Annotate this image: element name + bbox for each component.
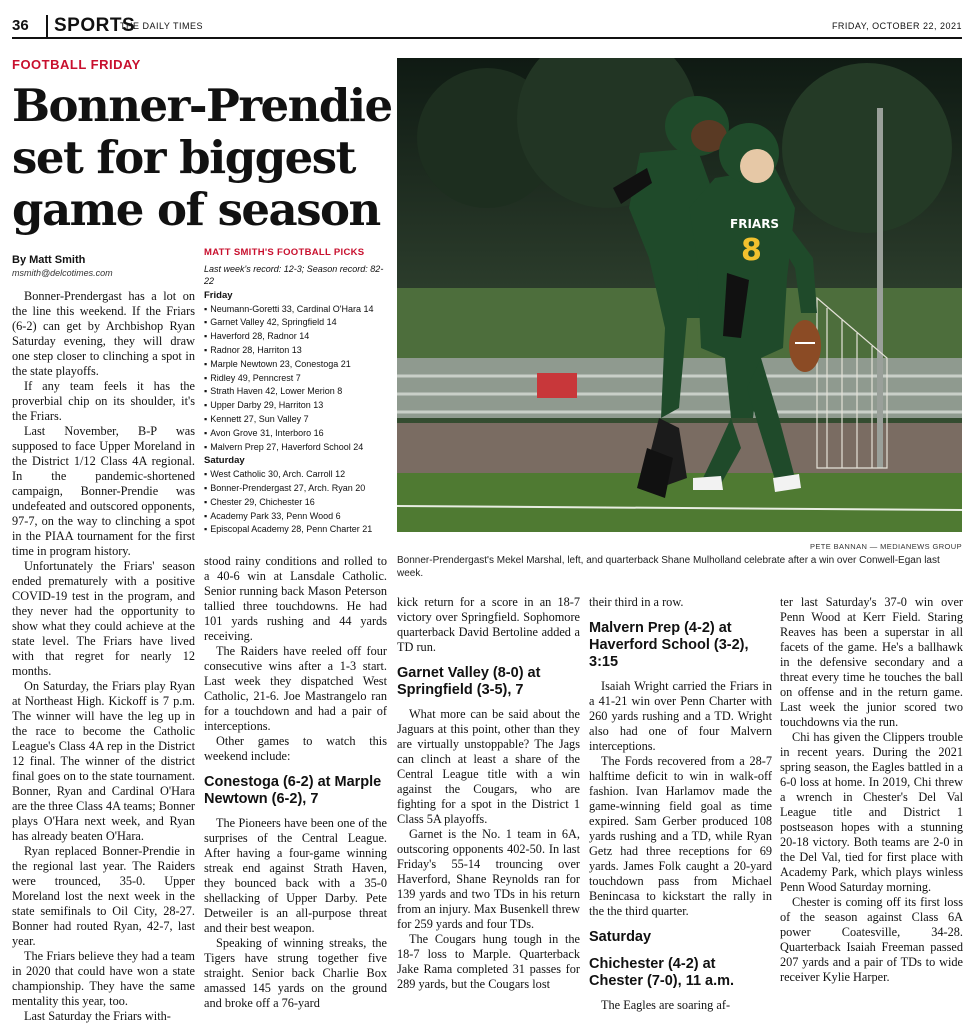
- paragraph: ter last Saturday's 37-0 win over Penn Wood at Kerr Field. Staring Reaves has been a superstar in all facets of the game. He's a ballhawk in the defensive secondary and a threat every time he touches the ball on offense and in the return game. Last week the junior scored two touchdowns via the run.: [780, 595, 963, 729]
- paragraph: kick return for a score in an 18-7 victory over Springfield. Sophomore quarterback David Bertoline added a TD run.: [397, 595, 580, 654]
- picks-friday-label: Friday: [204, 289, 233, 301]
- picks-friday-list: [204, 303, 390, 455]
- paragraph: The Cougars hung tough in the 18-7 loss to Marple. Quarterback Jake Rama completed 31 passes for 289 yards, but the Cougars lost: [397, 932, 580, 991]
- game-heading: Chichester (4-2) at Chester (7-0), 11 a.m.: [589, 956, 735, 989]
- pick-item: ▪ Chester 29, Chichester 16: [204, 496, 390, 510]
- paragraph: Chi has given the Clippers trouble in recent years. During the 2021 spring season, the Eagles battled in a 6-0 loss at home. In 2019, Chi threw a wrench in Chester's Del Val League title and District 1 postseason hopes with a stunning 20-18 victory. Both teams are 2-0 in the Del Val, tied for first place with Academy Park, which plays winless Penn Wood Saturday morning.: [780, 730, 963, 894]
- pick-item: ▪ West Catholic 30, Arch. Carroll 12: [204, 468, 390, 482]
- game-photo: [397, 58, 962, 532]
- paper-name: THE DAILY TIMES: [120, 21, 204, 31]
- paragraph: The Fords recovered from a 28-7 halftime deficit to win in walk-off fashion. Ivan Harlamov made the game-winning field goal as time expired. Sam Gerber produced 108 yards rushing and a TD, while Ryan Getz had three receptions for 69 yards. James Folk caught a 20-yard touchdown pass from Michael Benincasa to kickstart the rally in the the third quarter.: [589, 754, 772, 918]
- jersey-text: FRIARS: [730, 217, 780, 231]
- picks-saturday-list: [204, 468, 390, 537]
- paragraph: Bonner-Prendergast has a lot on the line this weekend. If the Friars (6-2) can get by Archbishop Ryan Saturday evening, they will draw one step closer to clinching a spot in the state playoffs.: [12, 289, 195, 378]
- article-column-3: [397, 595, 580, 992]
- page-number: 36: [12, 17, 29, 34]
- paragraph: If any team feels it has the proverbial chip on its shoulder, it's the Friars.: [12, 379, 195, 423]
- pick-item: ▪ Avon Grove 31, Interboro 16: [204, 427, 390, 441]
- game-heading: Conestoga (6-2) at Marple Newtown (6-2), 7: [204, 774, 382, 807]
- pick-item: ▪ Garnet Valley 42, Springfield 14: [204, 316, 390, 330]
- picks-record: Last week's record: 12-3; Season record: 82-22: [204, 263, 384, 287]
- pick-item: ▪ Marple Newtown 23, Conestoga 21: [204, 358, 390, 372]
- article-column-2: [204, 554, 387, 1011]
- author-email: msmith@delcotimes.com: [12, 268, 113, 278]
- pick-item: ▪ Kennett 27, Sun Valley 7: [204, 413, 390, 427]
- article-column-4: [589, 595, 772, 1013]
- pick-item: ▪ Episcopal Academy 28, Penn Charter 21: [204, 523, 390, 537]
- pick-item: ▪ Neumann-Goretti 33, Cardinal O'Hara 14: [204, 303, 390, 317]
- pick-item: ▪ Haverford 28, Radnor 14: [204, 330, 390, 344]
- paragraph: stood rainy conditions and rolled to a 40-6 win at Lansdale Catholic. Senior running back Mason Peterson tallied three touchdowns. He had 101 yards rushing and 44 yards receiving.: [204, 554, 387, 643]
- issue-date: FRIDAY, OCTOBER 22, 2021: [831, 21, 962, 31]
- pick-item: ▪ Strath Haven 42, Lower Merion 8: [204, 385, 390, 399]
- photo-caption: Bonner-Prendergast's Mekel Marshal, left, and quarterback Shane Mulholland celebrate after a win over Conwell-Egan last week.: [397, 555, 940, 579]
- picks-title: MATT SMITH'S FOOTBALL PICKS: [204, 247, 365, 258]
- pick-item: ▪ Radnor 28, Harriton 13: [204, 344, 390, 358]
- paragraph: Ryan replaced Bonner-Prendie in the regional last year. The Raiders were trounced, 35-0. Upper Moreland lost the next week in the state semifinals to Oil City, 28-27. Bonner had routed Ryan, 42-7, last year.: [12, 844, 195, 948]
- kicker: FOOTBALL FRIDAY: [12, 57, 141, 72]
- paragraph: The Eagles are soaring af-: [601, 998, 731, 1012]
- paragraph: The Friars believe they had a team in 2020 that could have won a state championship. They have the same mentality this year, too.: [12, 949, 195, 1008]
- paragraph: The Raiders have reeled off four consecutive wins after a 1-3 start. Last week they dispatched West Catholic, 21-6. Joe Mastrangelo ran for a touchdown and had a pair of interceptions.: [204, 644, 387, 733]
- paragraph: their third in a row.: [589, 595, 684, 609]
- paragraph: What more can be said about the Jaguars at this point, other than they are virtually unstoppable? The Jags can clinch at least a share of the Central League title with a win against the Cougars, who are fighting for a spot in the District 1 Class 5A playoffs.: [397, 707, 580, 826]
- pick-item: ▪ Ridley 49, Penncrest 7: [204, 372, 390, 386]
- paragraph: The Pioneers have been one of the surprises of the Central League. After having a four-game winning streak end against Strath Haven, they bounced back with a 35-0 shellacking of Upper Darby. Pete Detweiler is an all-purpose threat and their best weapon.: [204, 816, 387, 935]
- paragraph: Isaiah Wright carried the Friars in a 41-21 win over Penn Charter with 260 yards rushing and a TD. Wright also had one of four Malvern interceptions.: [589, 679, 772, 753]
- article-column-1: [12, 289, 195, 1024]
- jersey-number: 8: [741, 233, 762, 268]
- players-celebrating-image: [397, 58, 962, 532]
- paragraph: Other games to watch this weekend include:: [204, 734, 387, 763]
- paragraph: Chester is coming off its first loss of the season against Class 6A power Coatesville, 34-28. Quarterback Isaiah Freeman passed 207 yards and a pair of TDs to wide receiver Kylie Harper.: [780, 895, 963, 984]
- paragraph: Unfortunately the Friars' season ended prematurely with a positive COVID-19 test in the program, and they never had the opportunity to show what they could achieve at the state level. The Friars have lived with that regret for nearly 12 months.: [12, 559, 195, 678]
- paragraph: Garnet is the No. 1 team in 6A, outscoring opponents 402-50. In last Friday's 55-14 trouncing over Haverford, Shane Reynolds ran for 139 yards and two TDs in his return from an injury. Max Busenkell threw for 259 yards and four TDs.: [397, 827, 580, 931]
- pick-item: ▪ Academy Park 33, Penn Wood 6: [204, 510, 390, 524]
- masthead: [12, 15, 962, 39]
- article-column-5: [780, 595, 963, 985]
- paragraph: On Saturday, the Friars play Ryan at Northeast High. Kickoff is 7 p.m. The winner will have the leg up in the race to become the Catholic League's Class 4A rep in the District 12 final. The winner of the district final goes on to the state tournament. Bonner, Ryan and Cardinal O'Hara are the three Class 4A teams; Bonner plays O'Hara next week, and Ryan has already beaten O'Hara.: [12, 679, 195, 843]
- picks-saturday-label: Saturday: [204, 455, 245, 467]
- day-heading: Saturday: [589, 929, 652, 945]
- game-heading: Malvern Prep (4-2) at Haverford School (3-2), 3:15: [589, 620, 749, 670]
- paragraph: Last November, B-P was supposed to face Upper Moreland in the District 1/12 Class 4A regional. In the pandemic-shortened campaign, Bonner-Prendie was undefeated and outscored opponents, 97-7, on the way to clinching a spot in the PIAA tournament for the first time in program history.: [12, 424, 195, 558]
- byline: By Matt Smith: [12, 254, 86, 266]
- pick-item: ▪ Upper Darby 29, Harriton 13: [204, 399, 390, 413]
- paragraph: Speaking of winning streaks, the Tigers have strung together five straight. Senior back Charlie Box amassed 145 yards on the ground and broke off a 76-yard: [204, 936, 387, 1010]
- headline: Bonner-Prendie set for biggest game of season: [12, 79, 392, 236]
- pick-item: ▪ Bonner-Prendergast 27, Arch. Ryan 20: [204, 482, 390, 496]
- game-heading: Garnet Valley (8-0) at Springfield (3-5), 7: [397, 665, 541, 698]
- football-picks-box: [204, 246, 390, 537]
- section-name: SPORTS: [46, 15, 135, 37]
- photo-credit: PETE BANNAN — MEDIANEWS GROUP: [809, 542, 962, 551]
- paragraph: Last Saturday the Friars with-: [24, 1009, 171, 1023]
- pick-item: ▪ Malvern Prep 27, Haverford School 24: [204, 441, 390, 455]
